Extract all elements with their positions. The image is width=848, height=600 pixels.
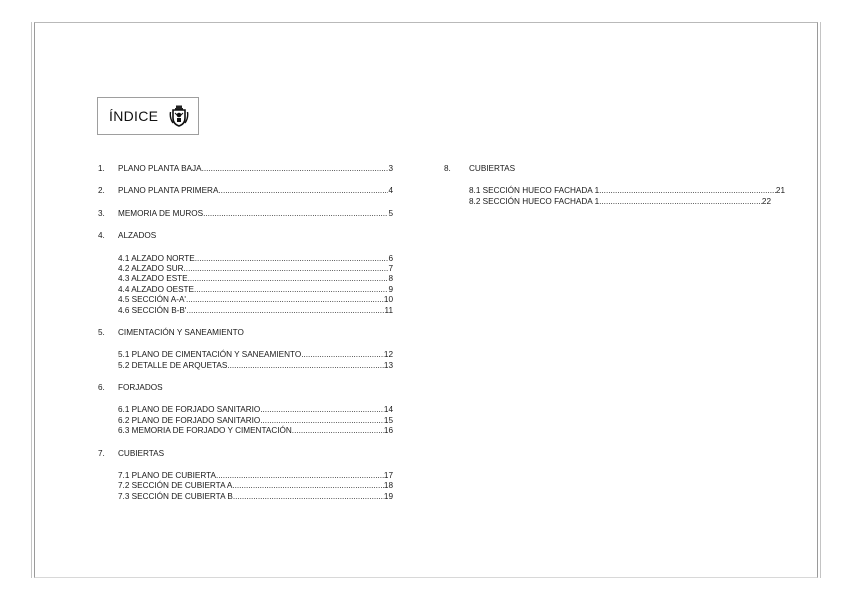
toc-right-column	[444, 164, 786, 207]
section-number: 4.	[98, 231, 105, 241]
page-number: 21	[775, 186, 785, 196]
entry-label: 4.2 ALZADO SUR	[118, 263, 184, 273]
section-title: PLANO PLANTA BAJA	[118, 164, 202, 173]
page-number: 9	[388, 284, 393, 294]
toc-entry	[118, 254, 393, 264]
section-number: 6.	[98, 383, 105, 393]
page-number: 22	[761, 196, 771, 206]
toc-entry	[118, 416, 393, 426]
entry-label: 6.1 PLANO DE FORJADO SANITARIO	[118, 405, 261, 415]
toc-entry	[118, 285, 393, 295]
toc-entry	[118, 492, 393, 502]
toc-entry	[118, 361, 393, 371]
page-number: 17	[383, 471, 393, 481]
toc-entry	[469, 197, 771, 207]
section-number: 1.	[98, 164, 105, 173]
page-number: 19	[383, 491, 393, 501]
entry-label: 4.4 ALZADO OESTE	[118, 284, 194, 294]
section-title: CIMENTACIÓN Y SANEAMIENTO	[118, 327, 244, 337]
entry-label: 7.2 SECCIÓN DE CUBIERTA A	[118, 481, 233, 491]
toc-section-1	[98, 164, 393, 174]
page-number: 3	[388, 164, 393, 173]
toc-entry	[118, 264, 393, 274]
toc-section-6	[98, 383, 393, 393]
toc-entry	[118, 295, 393, 305]
entry-label: 8.2 SECCIÓN HUECO FACHADA 1	[469, 196, 600, 206]
toc-entry	[118, 350, 393, 360]
entry-label: 4.5 SECCIÓN A-A'	[118, 295, 186, 305]
section-title: CUBIERTAS	[469, 164, 516, 173]
page-number: 7	[388, 263, 393, 273]
toc-subentries-6	[118, 405, 393, 436]
page-border-left	[31, 22, 32, 578]
toc-subentries-4	[118, 254, 393, 316]
entry-label: 6.3 MEMORIA DE FORJADO Y CIMENTACIÓN	[118, 426, 292, 436]
toc-subentries-8	[469, 186, 786, 207]
toc-entry	[118, 481, 393, 491]
page-number: 6	[388, 253, 393, 263]
toc-section-3	[98, 209, 393, 219]
toc-section-7	[98, 449, 393, 459]
toc-subentries-7	[118, 471, 393, 502]
page-number: 12	[383, 350, 393, 360]
toc-entry	[118, 405, 393, 415]
entry-label: 5.2 DETALLE DE ARQUETAS	[118, 360, 228, 370]
entry-label: 6.2 PLANO DE FORJADO SANITARIO	[118, 415, 261, 425]
toc-section-4	[98, 231, 393, 241]
toc-section-5	[98, 328, 393, 338]
toc-entry	[118, 471, 393, 481]
page-title: ÍNDICE	[109, 108, 159, 124]
entry-label: 4.6 SECCIÓN B-B'	[118, 305, 187, 315]
section-title: FORJADOS	[118, 383, 163, 393]
entry-label: 4.3 ALZADO ESTE	[118, 274, 188, 284]
index-title-box	[97, 97, 199, 135]
toc-entry	[469, 186, 785, 196]
entry-label: 7.1 PLANO DE CUBIERTA	[118, 471, 216, 481]
page-number: 13	[383, 360, 393, 370]
section-number: 8.	[444, 164, 451, 173]
toc-entry	[118, 426, 393, 436]
toc-entry	[118, 274, 393, 284]
entry-label: 8.1 SECCIÓN HUECO FACHADA 1	[469, 186, 600, 196]
page-number: 16	[383, 426, 393, 436]
page-number: 15	[383, 415, 393, 425]
toc-entry	[118, 306, 393, 316]
section-title: MEMORIA DE MUROS	[118, 208, 204, 218]
page-number: 8	[388, 274, 393, 284]
entry-label: 4.1 ALZADO NORTE	[118, 253, 195, 263]
page-number: 4	[388, 186, 393, 196]
toc-left-column	[98, 164, 393, 502]
page-number: 14	[383, 405, 393, 415]
page-border-right	[820, 22, 821, 578]
section-title: ALZADOS	[118, 231, 157, 241]
toc-subentries-5	[118, 350, 393, 371]
section-title: PLANO PLANTA PRIMERA	[118, 186, 219, 196]
section-number: 3.	[98, 208, 105, 218]
section-title: CUBIERTAS	[118, 448, 165, 458]
toc-section-2	[98, 186, 393, 196]
section-number: 2.	[98, 186, 105, 196]
section-number: 7.	[98, 448, 105, 458]
coat-of-arms-icon	[169, 105, 189, 127]
section-number: 5.	[98, 327, 105, 337]
page-number: 18	[383, 481, 393, 491]
page-number: 11	[384, 305, 393, 315]
entry-label: 5.1 PLANO DE CIMENTACIÓN Y SANEAMIENTO	[118, 350, 302, 360]
toc-section-8	[444, 164, 786, 174]
page-number: 5	[388, 208, 393, 218]
entry-label: 7.3 SECCIÓN DE CUBIERTA B	[118, 491, 233, 501]
page-number: 10	[383, 295, 393, 305]
